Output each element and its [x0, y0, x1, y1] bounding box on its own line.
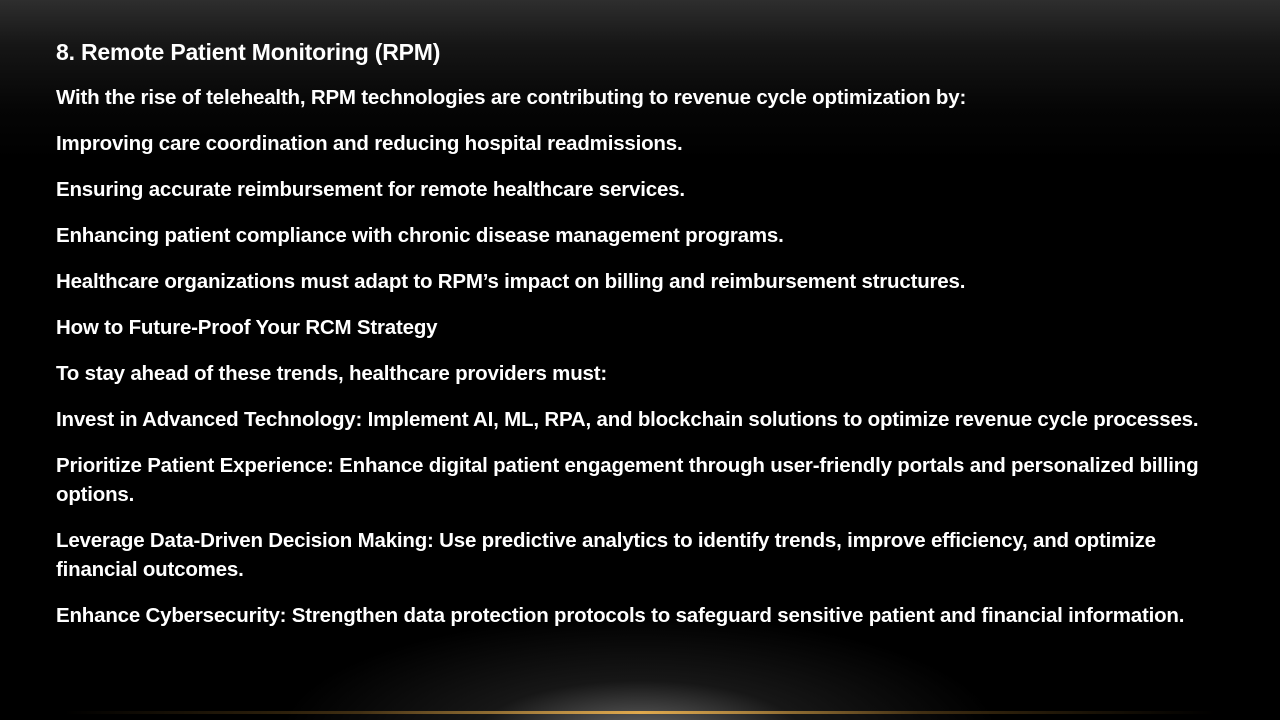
strategy-data-driven: Leverage Data-Driven Decision Making: Use predictive analytics to identify trends, improve efficiency, and optimize financial outcomes. [56, 529, 1156, 581]
slide-title: 8. Remote Patient Monitoring (RPM) [56, 39, 441, 65]
strategy-invest-technology: Invest in Advanced Technology: Implement AI, ML, RPA, and blockchain solutions to optimize revenue cycle processes. [56, 408, 1199, 431]
strategy-patient-experience: Prioritize Patient Experience: Enhance digital patient engagement through user-friendly portals and personalized billing options. [56, 454, 1199, 506]
future-proof-intro: To stay ahead of these trends, healthcare providers must: [56, 362, 607, 385]
rpm-benefit-compliance: Enhancing patient compliance with chronic disease management programs. [56, 224, 784, 247]
rpm-benefit-reimbursement: Ensuring accurate reimbursement for remote healthcare services. [56, 178, 685, 201]
intro-paragraph: With the rise of telehealth, RPM technologies are contributing to revenue cycle optimization by: [56, 86, 967, 109]
rpm-benefit-care-coordination: Improving care coordination and reducing hospital readmissions. [56, 132, 683, 155]
strategy-cybersecurity: Enhance Cybersecurity: Strengthen data protection protocols to safeguard sensitive patient and financial information. [56, 604, 1185, 627]
section-heading-future-proof: How to Future-Proof Your RCM Strategy [56, 316, 438, 339]
slide-content [56, 36, 1226, 647]
decorative-gold-line [0, 711, 1280, 714]
rpm-adaptation-note: Healthcare organizations must adapt to RPM’s impact on billing and reimbursement structures. [56, 270, 966, 293]
